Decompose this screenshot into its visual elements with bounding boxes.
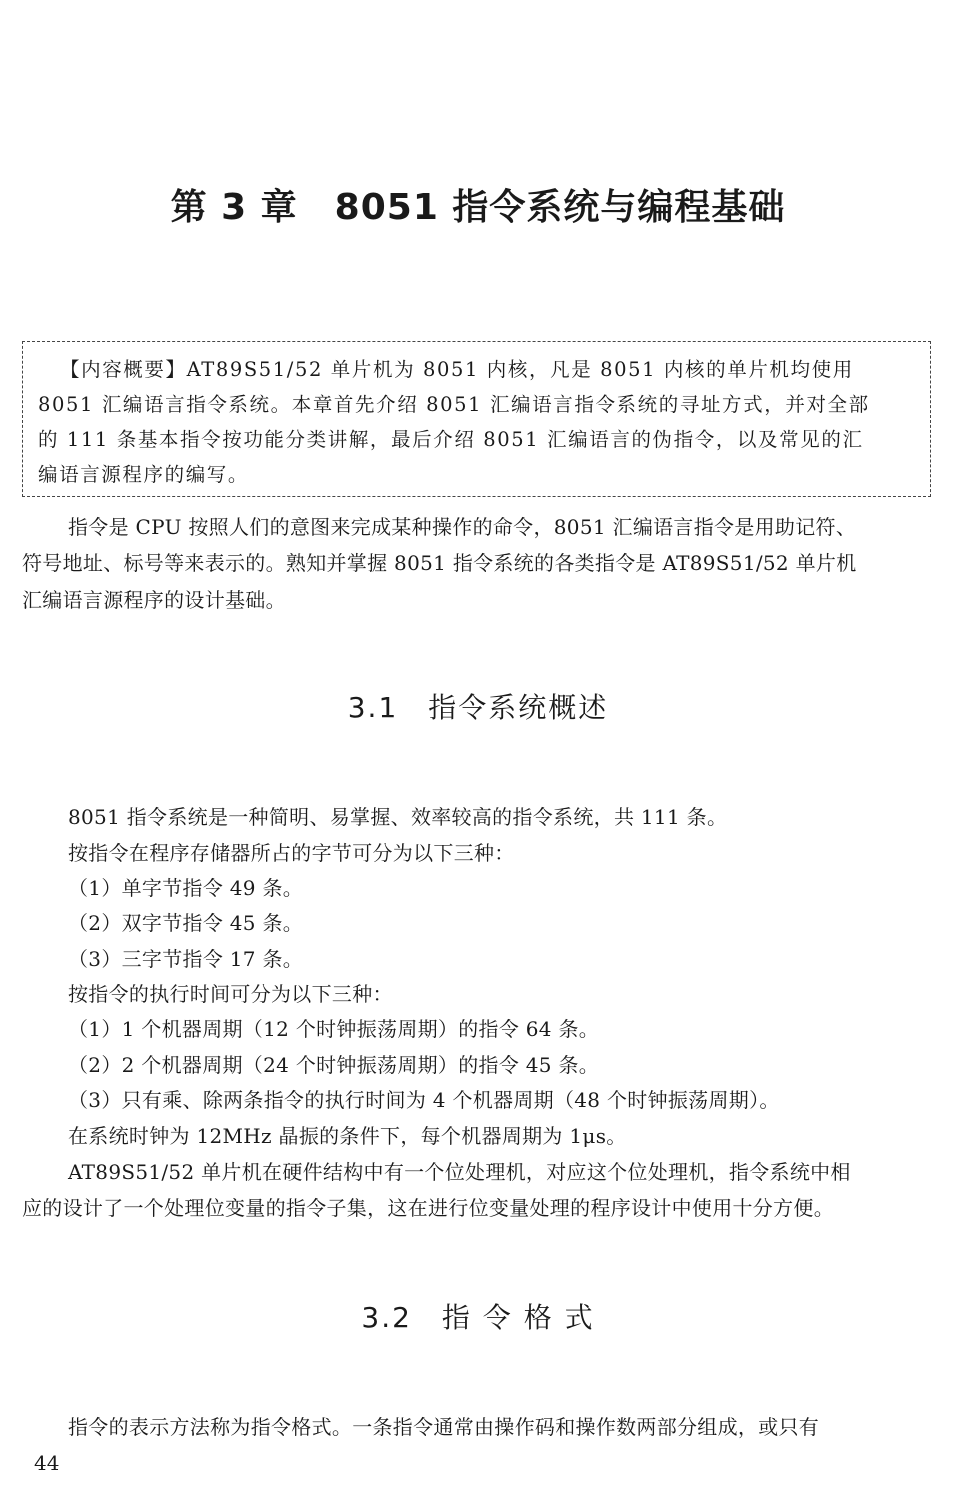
intro-line-2: 符号地址、标号等来表示的。熟知并掌握 8051 指令系统的各类指令是 AT89S51/52 单片机 bbox=[22, 551, 857, 575]
section-3-1-line: （2）2 个机器周期（24 个时钟振荡周期）的指令 45 条。 bbox=[68, 1053, 600, 1077]
section-3-1-line: （2）双字节指令 45 条。 bbox=[68, 911, 304, 935]
section-3-2-line: 指令的表示方法称为指令格式。一条指令通常由操作码和操作数两部分组成，或只有 bbox=[68, 1415, 820, 1439]
section-3-1-line: 按指令在程序存储器所占的字节可分为以下三种： bbox=[68, 841, 515, 865]
summary-line-2: 8051 汇编语言指令系统。本章首先介绍 8051 汇编语言指令系统的寻址方式，并对全部 bbox=[38, 393, 870, 416]
section-3-1-line: （3）三字节指令 17 条。 bbox=[68, 947, 304, 971]
intro-line-1: 指令是 CPU 按照人们的意图来完成某种操作的命令，8051 汇编语言指令是用助记符、 bbox=[68, 515, 857, 539]
intro-line-3: 汇编语言源程序的设计基础。 bbox=[22, 588, 286, 612]
section-3-1-line: （1）单字节指令 49 条。 bbox=[68, 876, 304, 900]
summary-line-4: 编语言源程序的编写。 bbox=[38, 463, 250, 486]
section-3-1-line: AT89S51/52 单片机在硬件结构中有一个位处理机，对应这个位处理机，指令系统中相 bbox=[68, 1160, 851, 1184]
section-3-1-line: （3）只有乘、除两条指令的执行时间为 4 个机器周期（48 个时钟振荡周期）。 bbox=[68, 1088, 780, 1112]
section-3-1-line: 按指令的执行时间可分为以下三种： bbox=[68, 982, 393, 1006]
section-3-1-line: 8051 指令系统是一种简明、易掌握、效率较高的指令系统，共 111 条。 bbox=[68, 805, 728, 829]
summary-line-1: 【内容概要】AT89S51/52 单片机为 8051 内核，凡是 8051 内核的单片机均使用 bbox=[60, 358, 854, 381]
section-3-1-line: 在系统时钟为 12MHz 晶振的条件下，每个机器周期为 1μs。 bbox=[68, 1124, 627, 1148]
page-number: 44 bbox=[34, 1451, 60, 1475]
section-3-1-line: 应的设计了一个处理位变量的指令子集，这在进行位变量处理的程序设计中使用十分方便。 bbox=[22, 1196, 834, 1220]
chapter-title: 第 3 章 8051 指令系统与编程基础 bbox=[170, 187, 786, 228]
section-3-1-line: （1）1 个机器周期（12 个时钟振荡周期）的指令 64 条。 bbox=[68, 1017, 600, 1041]
section-3-2-title: 3.2 指 令 格 式 bbox=[361, 1301, 595, 1334]
summary-line-3: 的 111 条基本指令按功能分类讲解，最后介绍 8051 汇编语言的伪指令，以及常见的汇 bbox=[38, 428, 864, 451]
section-3-1-title: 3.1 指令系统概述 bbox=[347, 691, 609, 724]
